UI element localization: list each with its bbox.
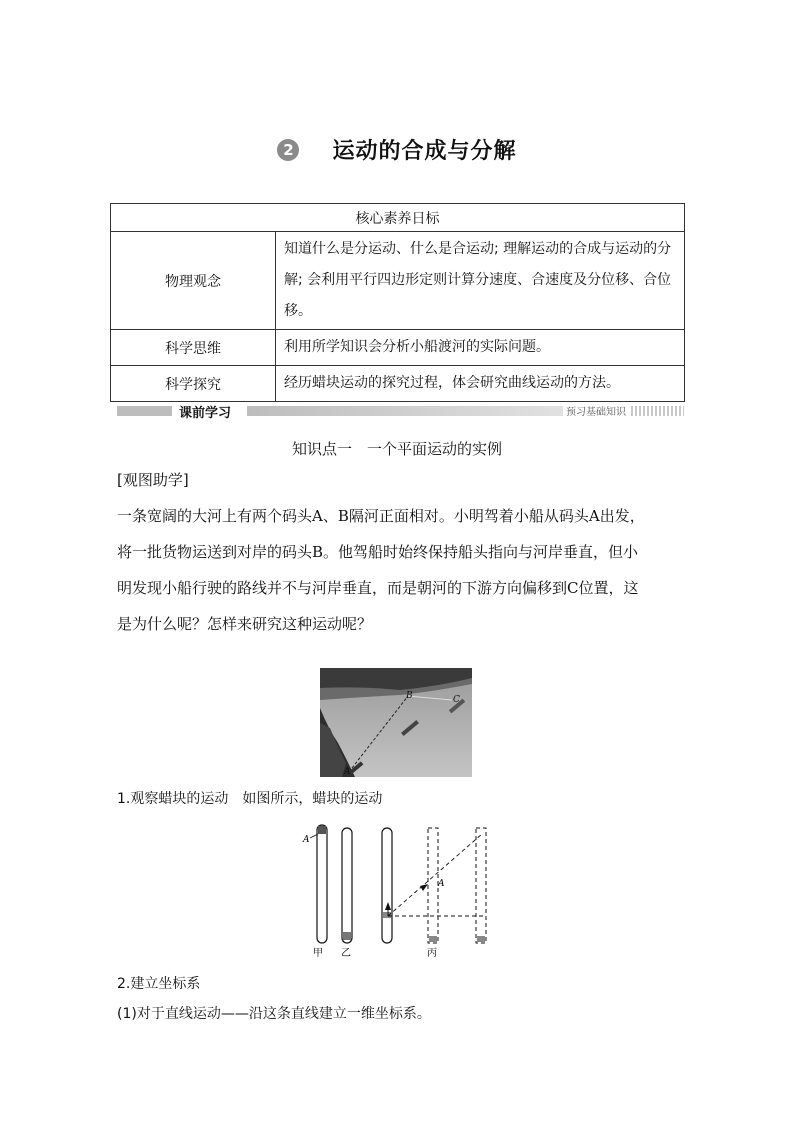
paragraph-line: 一条宽阔的大河上有两个码头A、B隔河正面相对。小明驾着小船从码头A出发， [117, 507, 645, 525]
section-label: 课前学习 [179, 406, 232, 421]
tube-yi [342, 828, 352, 943]
goal-label: 科学思维 [111, 330, 276, 366]
step2-item1: (1)对于直线运动——沿这条直线建立一维坐标系。 [117, 1006, 431, 1022]
photo-label-c: C [453, 695, 460, 705]
goal-label: 物理观念 [111, 232, 276, 330]
section-sublabel: 预习基础知识 [563, 403, 629, 418]
candle-block-bottom [343, 932, 351, 940]
diagram-label-jia: 甲 [313, 948, 323, 959]
step1-text: 1.观察蜡块的运动 如图所示，蜡块的运动 [117, 791, 383, 807]
tube-bing-start [382, 828, 392, 943]
diagram-label-yi: 乙 [341, 948, 351, 959]
goal-content: 经历蜡块运动的探究过程，体会研究曲线运动的方法。 [276, 366, 685, 402]
knowledge-point-heading: 知识点一 一个平面运动的实例 [291, 440, 502, 458]
diagram-label-a-right: A [438, 879, 445, 889]
step2-heading: 2.建立坐标系 [117, 976, 201, 992]
goals-table-heading: 核心素养日标 [111, 204, 685, 232]
diagram-label-a-left: A [303, 835, 310, 845]
section-bar-left-stripe [117, 406, 172, 416]
goal-content: 知道什么是分运动、什么是合运动; 理解运动的合成与运动的分解; 会利用平行四边形定则计算分速度、合速度及分位移、合位移。 [276, 232, 685, 330]
candle-block-top [318, 826, 326, 834]
tube-bing-end [476, 828, 486, 943]
guide-label: [观图助学] [117, 471, 189, 489]
river-photo [320, 668, 472, 777]
paragraph-line: 明发现小船行驶的路线并不与河岸垂直，而是朝河的下游方向偏移到C位置，这 [117, 579, 639, 597]
intro-paragraph [117, 498, 687, 642]
paragraph-line: 是为什么呢？怎样来研究这种运动呢？ [117, 615, 373, 633]
photo-label-a: A [344, 767, 351, 777]
diagram-label-bing: 丙 [427, 948, 437, 959]
section-bar [117, 403, 684, 419]
river-photo-image [320, 668, 472, 777]
chapter-number-badge: 2 [277, 139, 299, 161]
candle-tube-diagram [290, 820, 500, 960]
tube-jia [317, 825, 327, 943]
goal-content: 利用所学知识会分析小船渡河的实际问题。 [276, 330, 685, 366]
goal-label: 科学探究 [111, 366, 276, 402]
paragraph-line: 将一批货物运送到对岸的码头B。他驾船时始终保持船头指向与河岸垂直，但小 [117, 543, 639, 561]
page-title: 运动的合成与分解 [332, 139, 517, 164]
section-bar-dotted [627, 406, 684, 416]
tube-bing-mid [428, 828, 438, 943]
chapter-heading [0, 134, 794, 165]
core-goals-table [110, 203, 685, 402]
photo-label-b: B [406, 691, 413, 701]
